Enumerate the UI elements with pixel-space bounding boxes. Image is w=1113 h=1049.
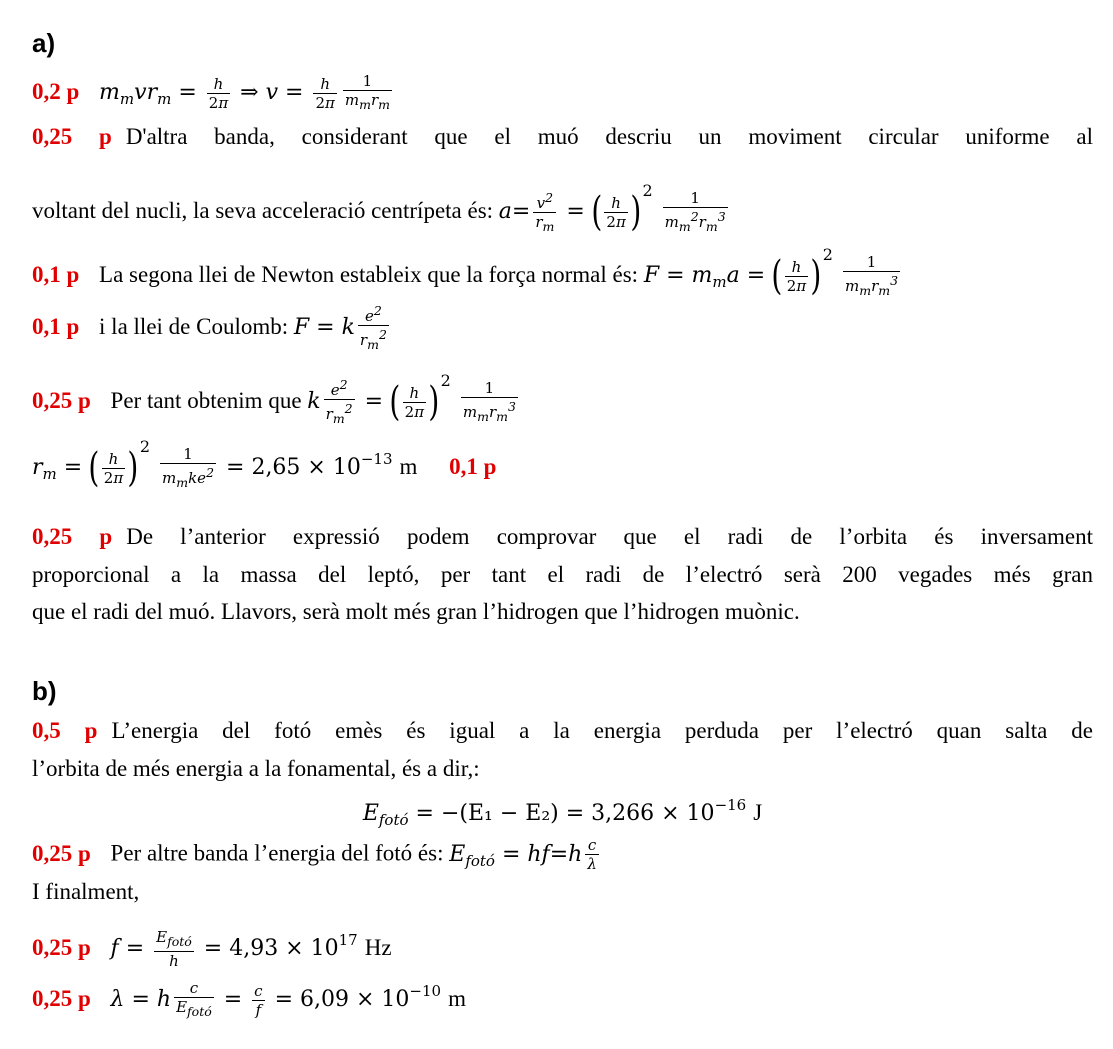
a-step5-text: Per tant obtenim que [110,388,302,413]
points-badge: 0,1 p [32,314,80,339]
frequency-value: = 4,93 × 10 [203,936,339,961]
section-b-heading: b) [32,676,57,706]
section-a-heading: a) [32,28,56,58]
a-conclusion-line1 [32,522,1093,552]
b-step2-text: Per altre banda l’energia del fotó és: [110,840,444,866]
b-step1-line2: l’orbita de més energia a la fonamental, és a dir,: [32,756,480,781]
a-conclusion-line3: que el radi del muó. Llavors, serà molt més gran l’hidrogen que l’hidrogen muònic. [32,599,800,624]
points-badge: 0,25 p [32,935,91,960]
wavelength-exponent: −10 [409,982,442,1000]
conclusion-text: De l’anterior expressió podem comprovar que el radi de l’orbita és inversament [126,524,1093,549]
points-badge: 0,25 p [32,524,113,549]
points-badge: 0,5 p [32,718,98,743]
a-result [32,432,1093,492]
points-badge: 0,25 p [32,124,112,149]
points-badge: 0,1 p [449,454,497,479]
a-step3-text: La segona llei de Newton estableix que la força normal és: [99,262,639,287]
frequency-exponent: 17 [338,931,358,949]
a-step5 [32,366,1093,428]
photon-energy-relation: $E_{fotó} = hf=h$ $\frac{c}{\lambda}$ [449,836,597,873]
points-badge: 0,25 p [32,840,91,866]
radius-equation: $r_m$ = ( $\frac{h}{2\pi}$ )$^2$ $\frac{1}{m_mke^2}$ = $2,65 \times 10^{-13}$ [32,437,393,491]
wavelength-value: = 6,09 × 10 [274,987,410,1012]
frequency-equation: f = $\frac{E_{fotó}}{h}$ = $4,93 \times 10^{17}$ [110,928,358,970]
points-badge: 0,2 p [32,79,80,104]
photon-energy-value: = −(E₁ − E₂) = 3,266 × 10 [415,801,715,826]
equality-equation: k $\frac{e^2}{r_m^2}$ = ( $\frac{h}{2\pi}$ )$^2$ $\frac{1}{m_mr_m^3}$ [307,371,516,426]
points-badge: 0,25 p [32,388,91,413]
a-conclusion-line2: proporcional a la massa del leptó, per tant el radi de l’electró serà 200 vegades més gran [32,562,1093,587]
b-wavelength [32,976,1093,1021]
b-step1-line1 [32,716,1093,746]
finally-text: I finalment, [32,879,140,904]
coulomb-force-equation: F = k $\frac{e^2}{r_m^2}$ [293,303,387,352]
points-badge: 0,1 p [32,262,80,287]
points-badge: 0,25 p [32,986,91,1011]
photon-energy-unit: J [753,800,763,825]
b-step2 [32,836,1093,876]
radius-unit: m [399,454,418,479]
a-step3 [32,240,1093,300]
a-step4-text: i la llei de Coulomb: [99,314,289,339]
a-step2-line2 [32,176,1093,236]
newton-force-equation: $F = m_ma$ = ( $\frac{h}{2\pi}$ )$^2$ $\frac{1}{m_mr_m^3}$ [643,245,899,299]
a-step2-text: D'altra banda, considerant que el muó descriu un moviment circular uniforme al [125,124,1093,149]
wavelength-unit: m [448,986,466,1011]
photon-energy-exponent: −16 [714,796,747,814]
photon-energy-equation: $E_{fotó} = -(E_1 - E_2) = 3,266 \times 10^{-16}$ J [362,796,763,829]
angular-momentum-equation: $m_mvr_m$ = $\frac{h}{2\pi}$ ⇒ v = $\frac{h}{2\pi}$ $\frac{1}{m_mr_m}$ [99,72,390,112]
radius-value: = 2,65 × 10 [226,455,361,480]
b-frequency [32,925,1093,970]
a-step2-line1 [32,122,1093,152]
frequency-unit: Hz [364,935,392,960]
a-step1 [32,72,1093,114]
radius-exponent: −13 [360,450,393,468]
b-step1-text: L’energia del fotó emès és igual a la energia perduda per l’electró quan salta de [111,718,1093,743]
a-step2-text2: voltant del nucli, la seva acceleració centrípeta és: [32,198,494,223]
centripetal-acceleration-equation: a= $\frac{v^2}{r_m}$ = ( $\frac{h}{2\pi}$ )$^2$ $\frac{1}{m_m^2r_m^3}$ [498,181,726,235]
wavelength-equation: λ = h $\frac{c}{E_{fotó}}$ = $\frac{c}{f}$ = $6,09 \times 10^{-10}$ [110,979,442,1019]
a-step4 [32,302,1093,354]
